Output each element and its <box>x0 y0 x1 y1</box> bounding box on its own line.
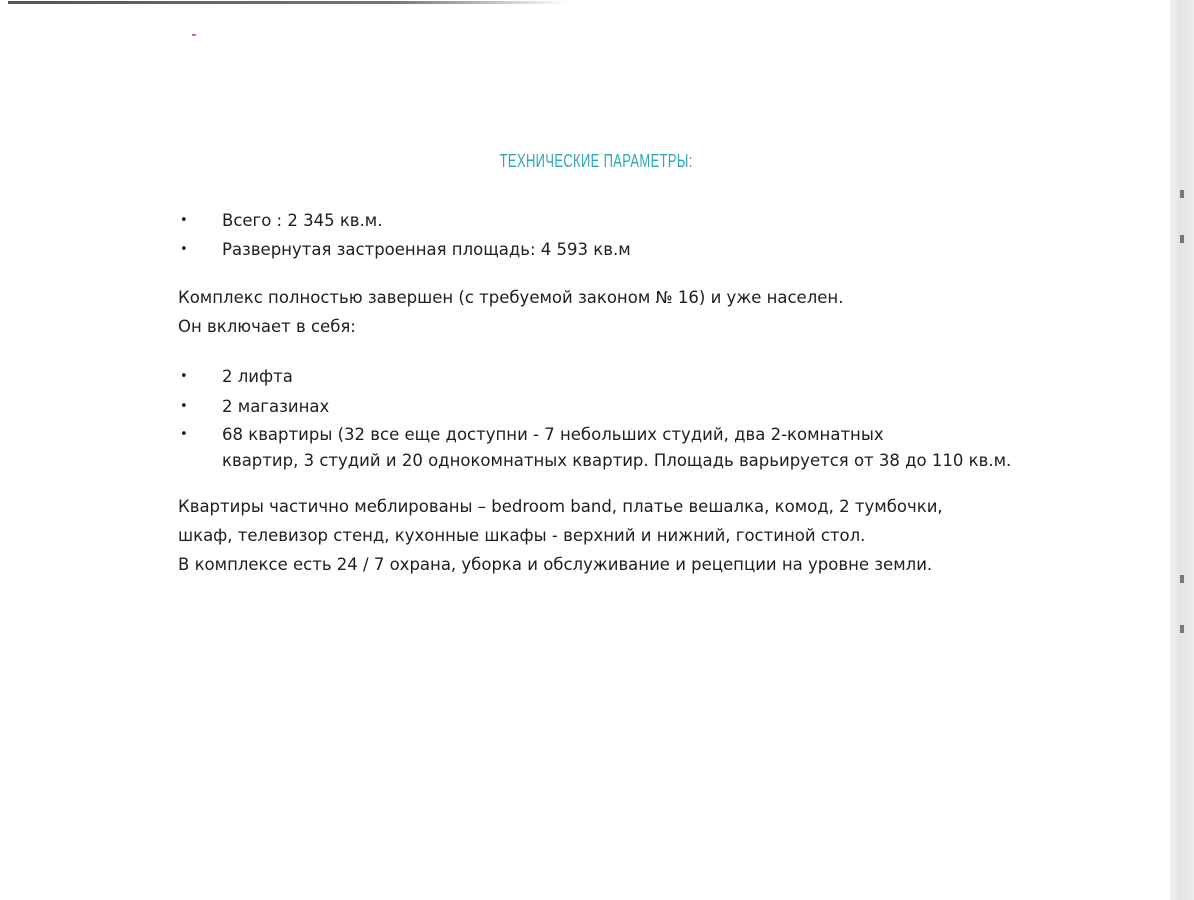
bullet-icon: • <box>180 369 188 384</box>
intro-line: Он включает в себя: <box>178 317 356 336</box>
intro-paragraph <box>178 283 843 341</box>
list-item <box>178 422 1011 474</box>
specs-list <box>178 206 631 264</box>
spec-total-area: Всего : 2 345 кв.м. <box>222 211 383 230</box>
scan-speck <box>192 34 196 36</box>
edge-mark <box>1180 575 1184 583</box>
list-item <box>178 392 1011 422</box>
scan-top-line <box>8 1 568 4</box>
edge-mark <box>1180 235 1184 243</box>
edge-mark <box>1180 190 1184 198</box>
bullet-icon: • <box>180 242 188 257</box>
intro-line: Комплекс полностью завершен (с требуемой законом № 16) и уже населен. <box>178 288 844 307</box>
feature-apartments: 68 квартиры (32 все еще доступни - 7 небольших студий, два 2-комнатных <box>222 425 884 444</box>
furnishing-line: В комплексе есть 24 / 7 охрана, уборка и обслуживание и рецепции на уровне земли. <box>178 555 933 574</box>
furnishing-line: Квартиры частично меблированы – bedroom band, платье вешалка, комод, 2 тумбочки, <box>178 497 943 516</box>
features-list <box>178 362 1011 474</box>
list-item <box>178 362 1011 392</box>
list-item <box>178 235 631 264</box>
bullet-icon: • <box>180 399 188 414</box>
furnishing-line: шкаф, телевизор стенд, кухонные шкафы - верхний и нижний, гостиной стол. <box>178 526 866 545</box>
spec-built-area: Развернутая застроенная площадь: 4 593 кв.м <box>222 240 631 259</box>
page-title: ТЕХНИЧЕСКИЕ ПАРАМЕТРЫ: <box>499 151 693 171</box>
bullet-icon: • <box>180 213 188 228</box>
edge-mark <box>1180 625 1184 633</box>
list-item <box>178 206 631 235</box>
bullet-icon: • <box>180 427 188 442</box>
feature-shops: 2 магазинах <box>222 397 330 416</box>
feature-elevators: 2 лифта <box>222 367 293 386</box>
furnishing-paragraph <box>178 492 943 579</box>
scan-page-edge <box>1170 0 1194 900</box>
feature-apartments-continued: квартир, 3 студий и 20 однокомнатных квартир. Площадь варьируется от 38 до 110 кв.м. <box>222 451 1012 470</box>
